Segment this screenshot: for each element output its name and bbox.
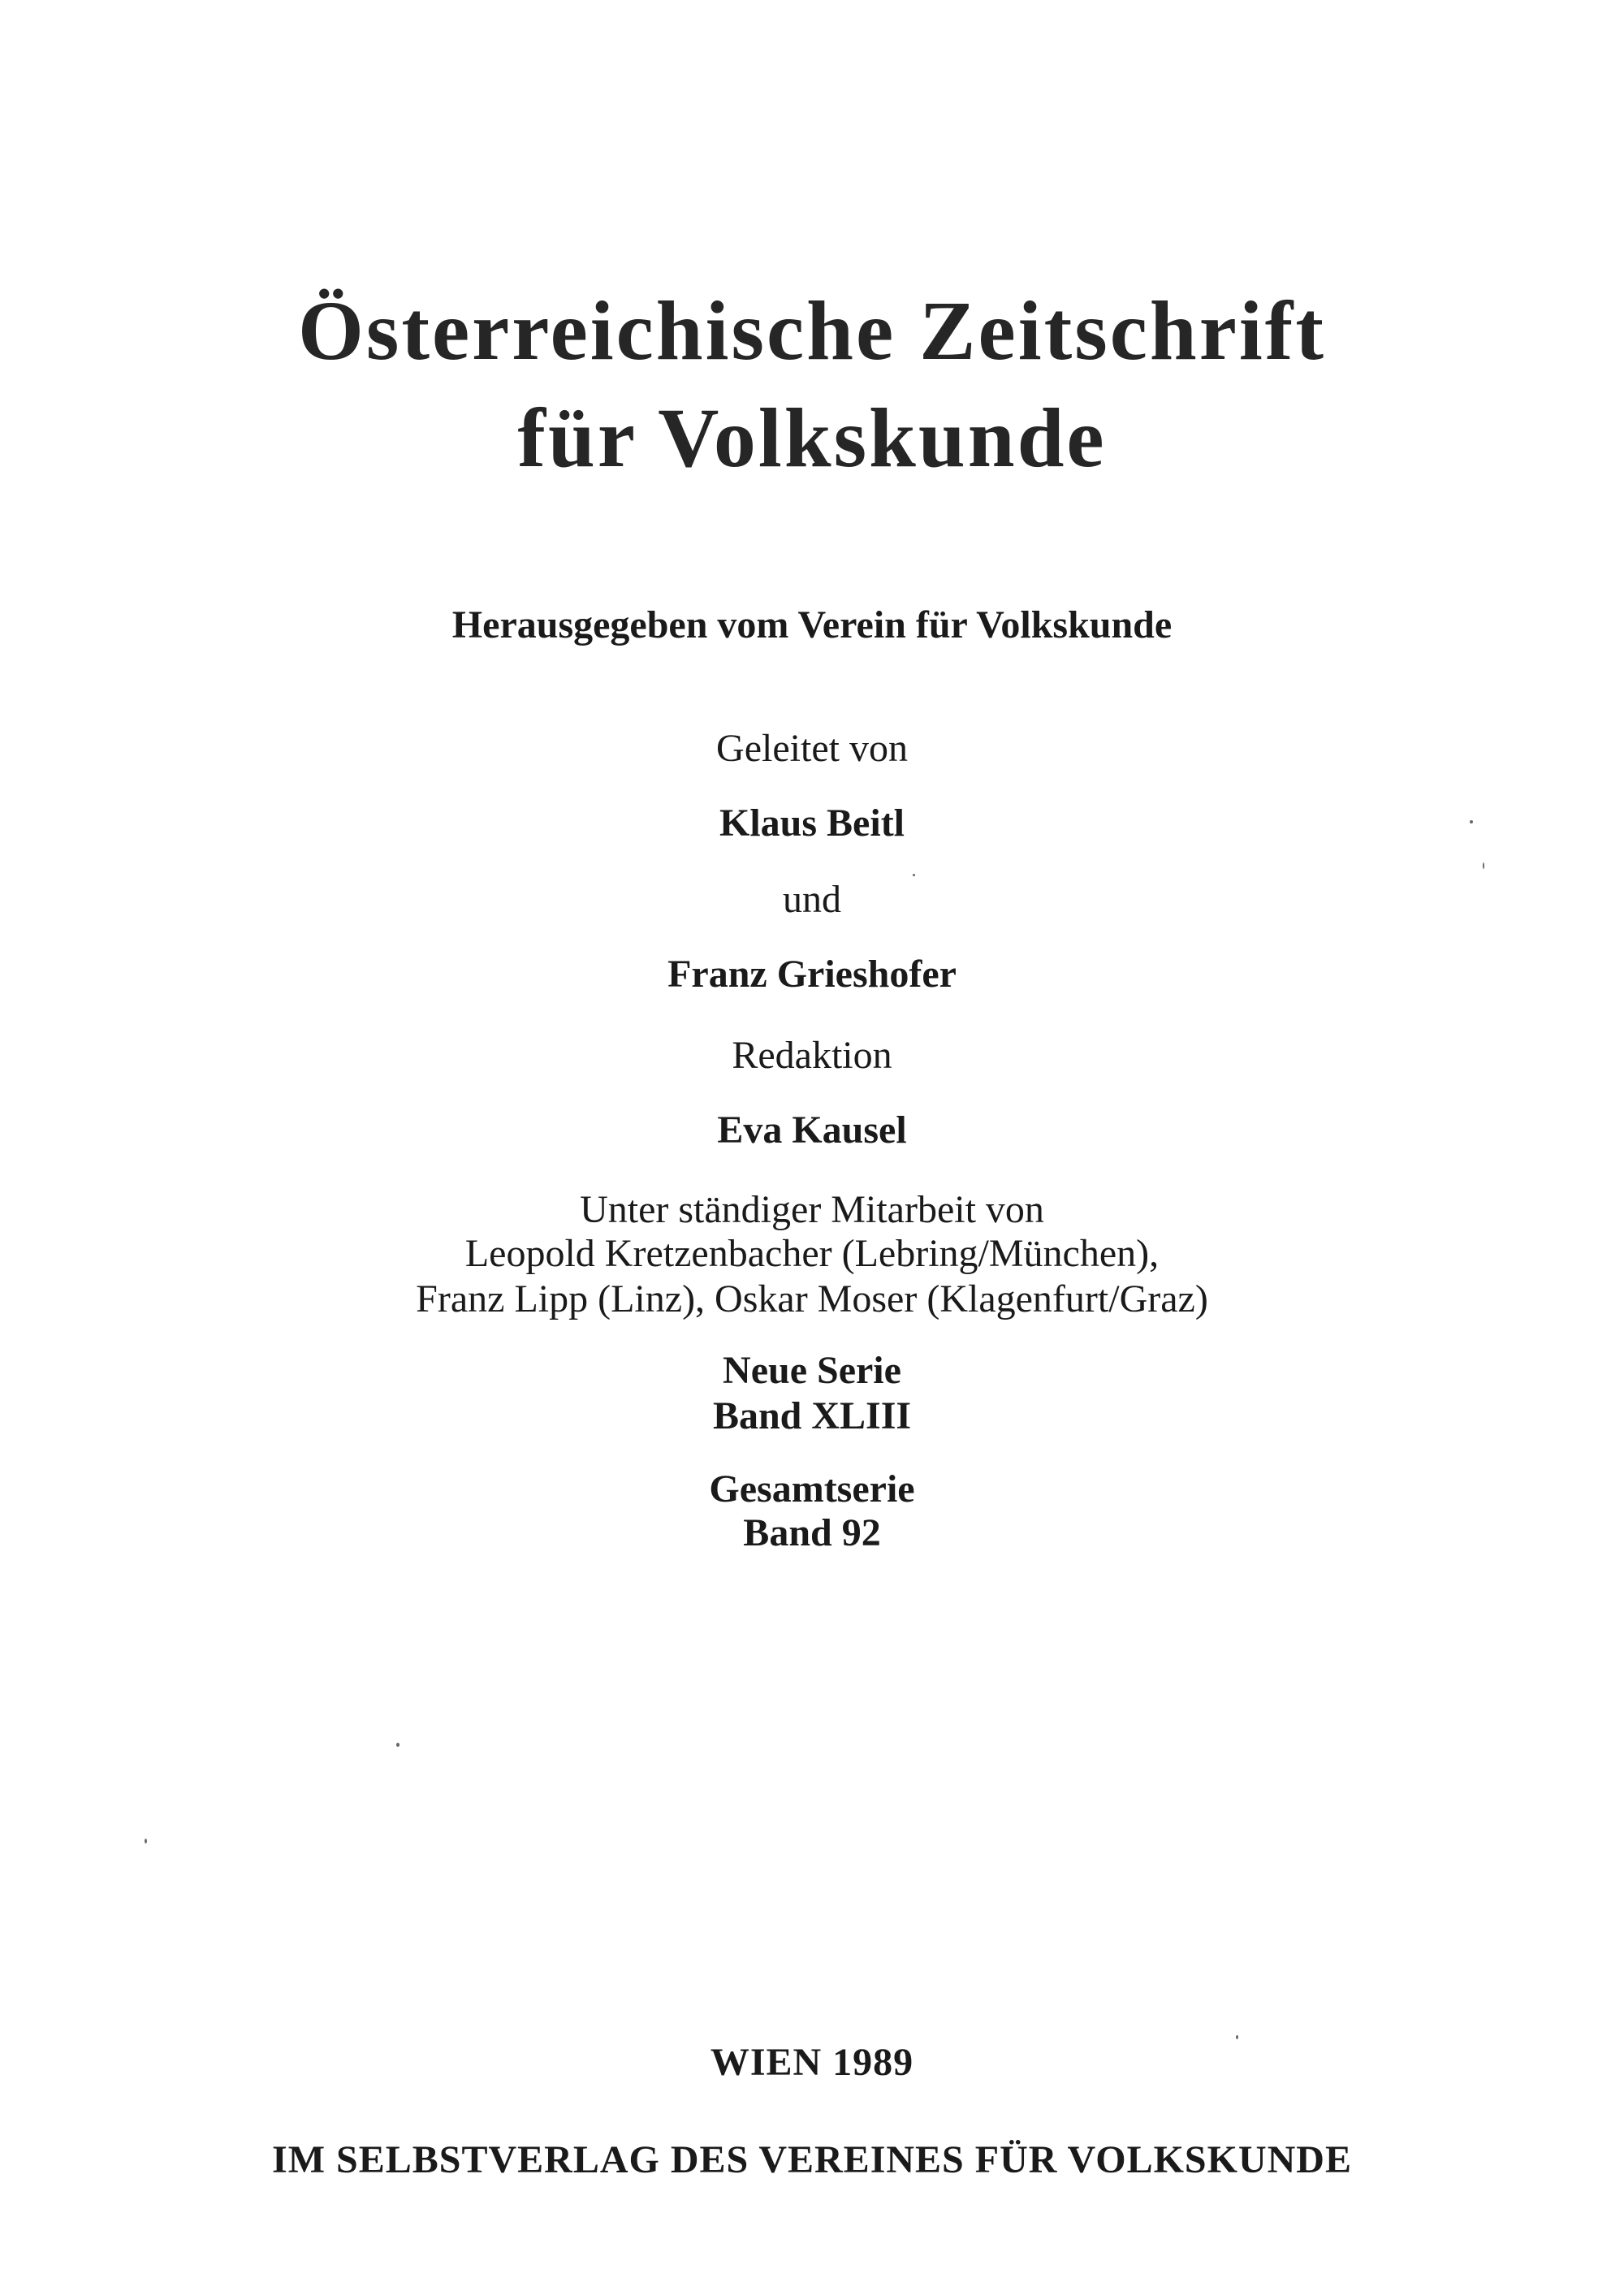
editors-intro: Geleitet von xyxy=(716,727,908,770)
redaction-label: Redaktion xyxy=(732,1034,892,1077)
total-series-label: Gesamtserie xyxy=(709,1467,915,1511)
scan-speck xyxy=(913,874,915,876)
scan-speck xyxy=(396,1743,400,1747)
new-series-volume: Band XLIII xyxy=(712,1394,912,1437)
editor-name-2: Franz Grieshofer xyxy=(667,953,957,996)
imprint-place-year: WIEN 1989 xyxy=(710,2041,914,2084)
collaborators-intro: Unter ständiger Mitarbeit von xyxy=(580,1188,1044,1231)
redaction-name: Eva Kausel xyxy=(717,1109,907,1152)
scan-speck xyxy=(1483,862,1484,869)
collaborators-line-2: Leopold Kretzenbacher (Lebring/München), xyxy=(464,1232,1160,1275)
scan-speck xyxy=(145,1839,147,1843)
scan-speck xyxy=(1236,2035,1238,2039)
editors-conjunction: und xyxy=(783,878,841,921)
scan-speck xyxy=(1470,820,1473,823)
editor-name-1: Klaus Beitl xyxy=(719,802,905,845)
total-series-volume: Band 92 xyxy=(743,1511,881,1554)
new-series-label: Neue Serie xyxy=(723,1349,901,1392)
journal-title-line-2: für Volkskunde xyxy=(517,391,1107,485)
collaborators-line-3: Franz Lipp (Linz), Oskar Moser (Klagenfurt/Graz) xyxy=(416,1277,1208,1320)
publisher-line: Herausgegeben vom Verein für Volkskunde xyxy=(451,603,1173,646)
journal-title-line-1: Österreichische Zeitschrift xyxy=(297,284,1327,378)
imprint-publisher: IM SELBSTVERLAG DES VEREINES FÜR VOLKSKUNDE xyxy=(272,2138,1352,2181)
